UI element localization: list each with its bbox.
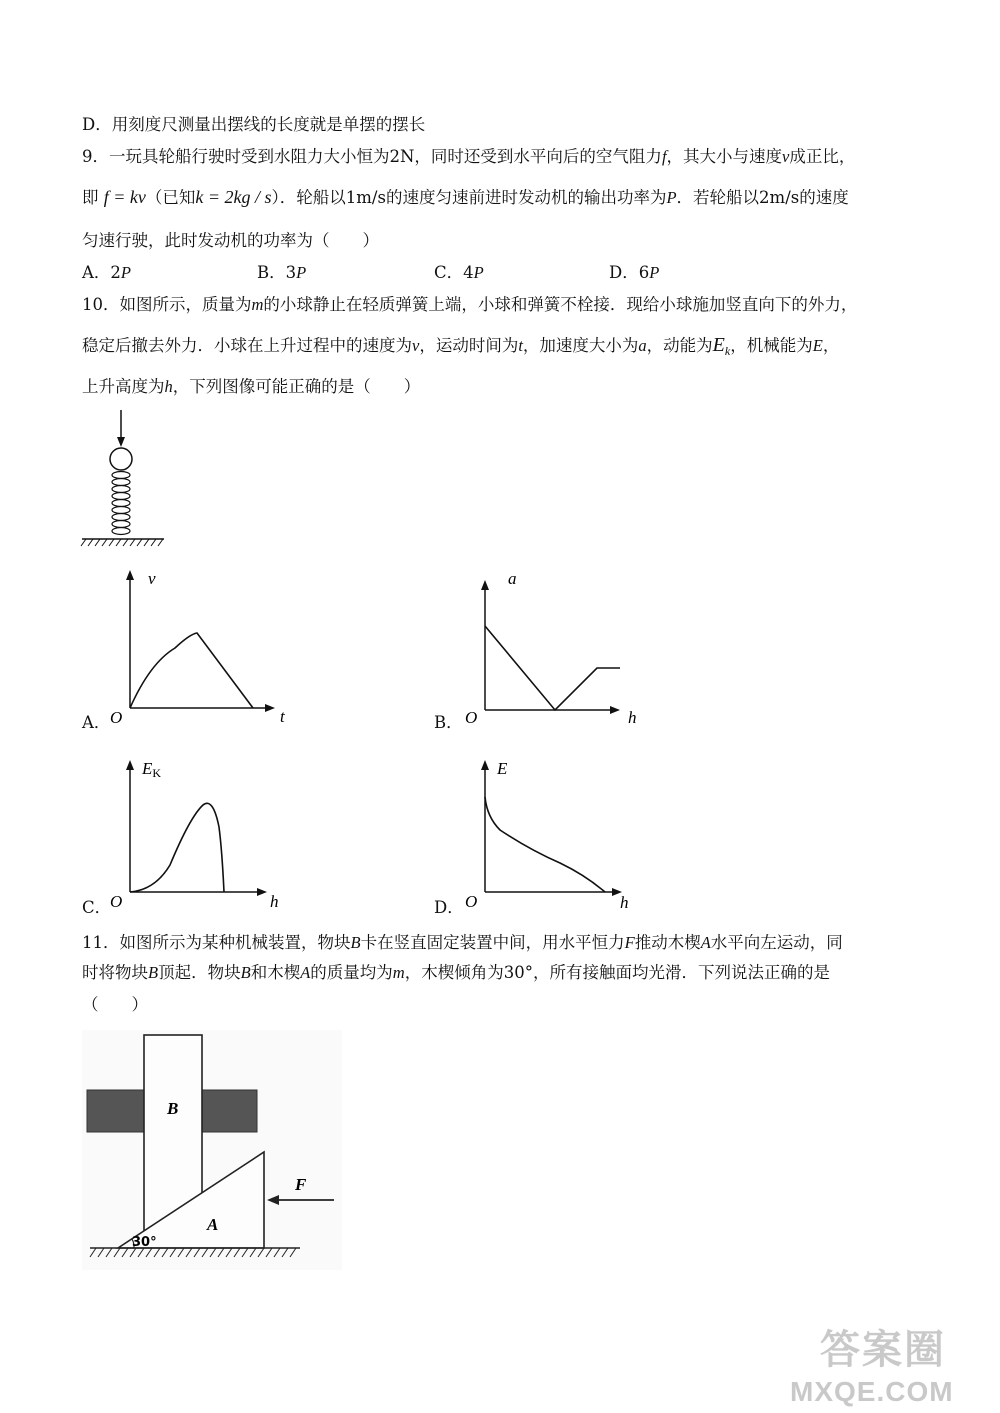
spring-figure — [80, 405, 170, 550]
wedge-figure — [82, 1030, 342, 1270]
q11-line2: 时将物块B顶起．物块B和木楔A的质量均为m，木楔倾角为30°，所有接触面均光滑．下列说法正确的是 — [82, 963, 830, 982]
graph-a-xlabel: t — [280, 707, 285, 726]
graph-a-curve — [130, 633, 253, 708]
angle-label: 30° — [132, 1235, 157, 1250]
label-b: B — [167, 1099, 179, 1118]
q9-option-b: B．3P — [257, 263, 307, 282]
graph-b — [460, 568, 650, 733]
q9-option-c: C．4P — [434, 263, 484, 282]
graph-c-curve — [130, 803, 224, 892]
q10-line3: 上升高度为h，下列图像可能正确的是（ ） — [82, 377, 421, 396]
q9-line1: 9．一玩具轮船行驶时受到水阻力大小恒为2N，同时还受到水平向后的空气阻力f，其大小与速度v成正比， — [82, 147, 856, 166]
graph-c-origin: O — [110, 892, 123, 911]
graph-b-curve — [485, 626, 620, 710]
graph-d-xlabel: h — [620, 893, 629, 912]
q11-line1: 11．如图所示为某种机械装置，物块B卡在竖直固定装置中间，用水平恒力F推动木楔A水平向左运动，同 — [82, 933, 843, 952]
graph-a-origin: O — [110, 708, 123, 727]
q10-option-d-label: D． — [434, 898, 464, 917]
q11-line3: （ ） — [82, 995, 148, 1014]
graph-d-curve — [485, 797, 605, 892]
graph-d — [460, 755, 650, 915]
graph-d-ylabel: E — [497, 759, 508, 778]
label-f: F — [295, 1175, 307, 1194]
q10-option-c-label: C． — [82, 898, 112, 917]
label-a: A — [207, 1215, 219, 1234]
graph-b-origin: O — [465, 708, 478, 727]
q10-line2: 稳定后撤去外力．小球在上升过程中的速度为v，运动时间为t，加速度大小为a，动能为$E_k$，机械能为E， — [82, 334, 840, 359]
q9-option-a: A．2P — [82, 263, 132, 282]
graph-b-ylabel: a — [508, 569, 517, 588]
q9-line3: 匀速行驶，此时发动机的功率为（ ） — [82, 231, 379, 250]
q9-option-d: D．6P — [609, 263, 660, 282]
option-d-prev: D．用刻度尺测量出摆线的长度就是单摆的摆长 — [82, 115, 426, 134]
graph-c-xlabel: h — [270, 892, 279, 911]
graph-a — [105, 568, 305, 733]
graph-a-ylabel: v — [148, 569, 156, 588]
q9-line2: 即 f = kv（已知k = 2kg / s）．轮船以1m/s的速度匀速前进时发动机的输出功率为P．若轮船以2m/s的速度 — [82, 187, 849, 207]
q10-option-b-label: B． — [434, 713, 463, 732]
graph-b-xlabel: h — [628, 708, 637, 727]
watermark-site: MXQE.COM — [790, 1376, 954, 1407]
spring-coil — [112, 472, 130, 535]
graph-d-origin: O — [465, 892, 478, 911]
q10-option-a-label: A． — [82, 713, 111, 732]
q10-line1: 10．如图所示，质量为m的小球静止在轻质弹簧上端，小球和弹簧不栓接．现给小球施加竖直向下的外力， — [82, 295, 858, 314]
graph-c — [105, 755, 295, 915]
graph-c-ylabel: EK — [142, 759, 162, 780]
watermark-logo: 答案圈 — [820, 1328, 946, 1372]
